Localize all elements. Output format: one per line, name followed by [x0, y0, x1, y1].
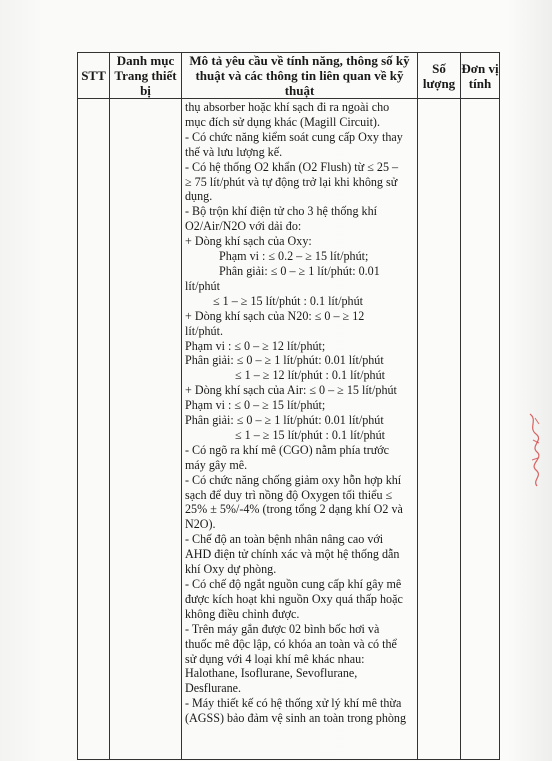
header-description: Mô tả yêu cầu về tính năng, thông số kỹ thuật và các thông tin liên quan về kỹ thuật: [182, 53, 418, 99]
description-line: ≥ 75 lít/phút và tự động trở lại khi không sử: [185, 174, 398, 189]
description-line: Desflurane.: [185, 681, 242, 696]
description-line: AHD điện tử chính xác và một hệ thống dẫn: [185, 547, 400, 562]
header-category: Danh mục Trang thiết bị: [110, 53, 182, 99]
table-row: [78, 99, 500, 760]
handwritten-mark-stroke: [530, 414, 539, 486]
description-line: O2/Air/N2O với dải đo:: [185, 219, 302, 234]
description-line: Phân giải: ≤ 0 – ≥ 1 lít/phút: 0.01 lít/phút: [185, 353, 384, 368]
description-line: sử dụng với 4 loại khí mê khác nhau:: [185, 651, 365, 666]
description-text: [182, 99, 417, 759]
description-line: Phân giải: ≤ 0 – ≥ 1 lít/phút: 0.01 lít/phút: [185, 413, 384, 428]
header-stt: STT: [78, 53, 110, 99]
description-line: + Dòng khí sạch của N20: ≤ 0 – ≥ 12: [185, 308, 365, 323]
description-line: - Có chế độ ngắt nguồn cung cấp khí gây mê: [185, 577, 402, 591]
description-line: - Máy thiết kế có hệ thống xử lý khí mê thừa: [185, 696, 402, 711]
description-line: ≤ 1 – ≥ 15 lít/phút : 0.1 lít/phút: [235, 427, 386, 442]
description-line: máy gây mê.: [185, 457, 248, 472]
table-header-row: [78, 53, 500, 99]
description-line: - Bộ trộn khí điện tử cho 3 hệ thống khí: [185, 204, 377, 219]
description-line: dụng.: [185, 189, 213, 204]
handwritten-mark: [524, 410, 544, 490]
description-line: - Có chức năng chống giảm oxy hỗn hợp khí: [185, 472, 402, 487]
description-line: Phân giải: ≤ 0 – ≥ 1 lít/phút: 0.01: [219, 263, 380, 278]
description-line: thụ absorber hoặc khí sạch đi ra ngoài cho: [185, 100, 390, 114]
description-line: ≤ 1 – ≥ 12 lít/phút : 0.1 lít/phút: [235, 368, 386, 383]
description-line: - Có hệ thống O2 khẩn (O2 Flush) từ ≤ 25 –: [185, 159, 399, 174]
description-line: Phạm vi : ≤ 0.2 – ≥ 15 lít/phút;: [219, 249, 369, 264]
header-unit: Đơn vị tính: [461, 53, 500, 99]
cell-unit: [461, 99, 500, 760]
header-quantity: Số lượng: [418, 53, 461, 99]
description-line: được kích hoạt khi nguồn Oxy quá thấp hoặc: [185, 591, 403, 606]
description-line: - Trên máy gắn được 02 bình bốc hơi và: [185, 621, 380, 636]
description-line: Phạm vi : ≤ 0 – ≥ 15 lít/phút;: [185, 398, 326, 413]
description-line: ≤ 1 – ≥ 15 lít/phút : 0.1 lít/phút: [213, 293, 364, 308]
description-line: 25% ± 5%/-4% (trong tổng 2 dạng khí O2 và: [185, 502, 403, 517]
description-line: không điều chỉnh được.: [185, 606, 300, 621]
description-line: N2O).: [185, 517, 216, 532]
description-line: lít/phút.: [185, 323, 223, 338]
description-line: - Chế độ an toàn bệnh nhân nâng cao với: [185, 532, 384, 547]
description-line: mục đích sử dụng khác (Magill Circuit).: [185, 114, 380, 129]
description-line: + Dòng khí sạch của Air: ≤ 0 – ≥ 15 lít/phút: [185, 383, 397, 398]
description-line: Halothane, Isoflurane, Sevoflurane,: [185, 666, 358, 681]
description-line: - Có ngõ ra khí mê (CGO) nằm phía trước: [185, 442, 390, 457]
description-line: Phạm vi : ≤ 0 – ≥ 12 lít/phút;: [185, 338, 326, 353]
cell-category: [110, 99, 182, 760]
description-line: khí Oxy dự phòng.: [185, 562, 277, 577]
specification-table: [77, 52, 500, 760]
cell-description: [182, 99, 418, 760]
description-line: sạch để duy trì nồng độ Oxygen tối thiểu ≤: [185, 487, 393, 502]
description-line: - Có chức năng kiểm soát cung cấp Oxy thay: [185, 129, 403, 144]
cell-quantity: [418, 99, 461, 760]
description-line: (AGSS) bảo đảm vệ sinh an toàn trong phòng: [185, 711, 407, 726]
description-line: thuốc mê độc lập, có khóa an toàn và có thể: [185, 636, 397, 651]
cell-stt: [78, 99, 110, 760]
description-line: thế và lưu lượng kế.: [185, 144, 283, 159]
description-line: + Dòng khí sạch của Oxy:: [185, 234, 312, 249]
description-line: lít/phút: [185, 278, 220, 293]
